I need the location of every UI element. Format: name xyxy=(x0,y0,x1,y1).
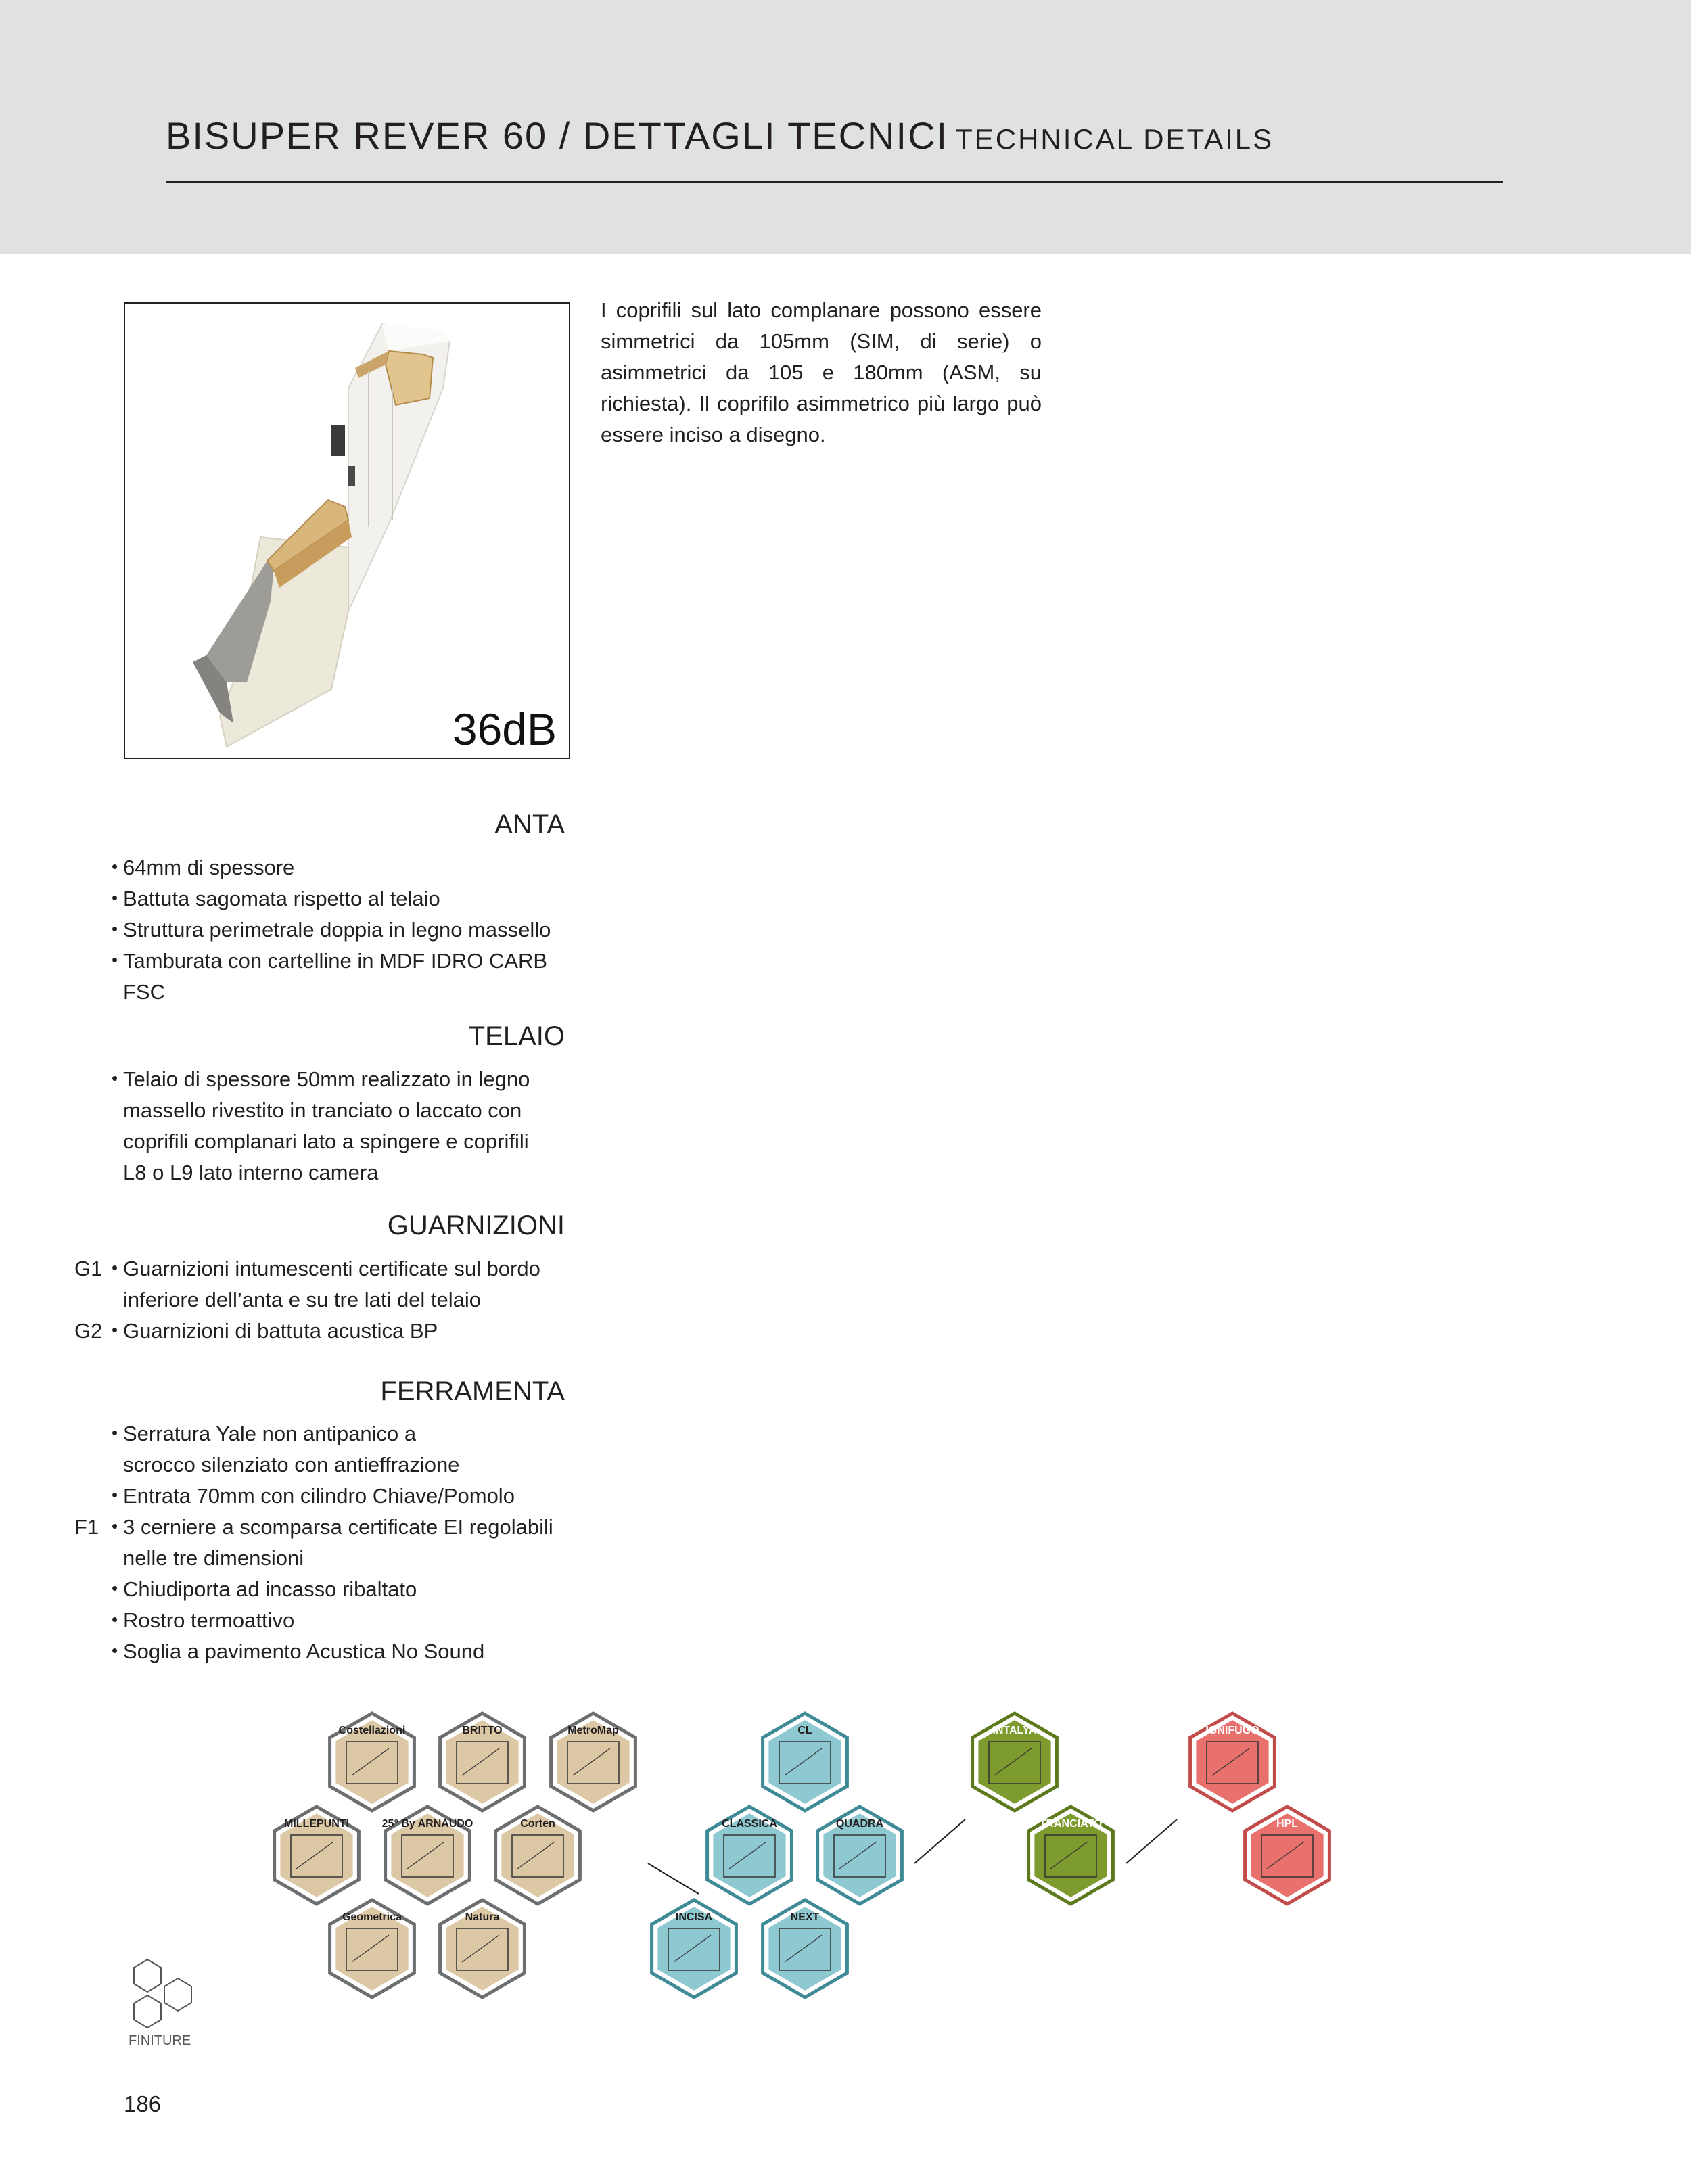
page-subtitle: TECHNICAL DETAILS xyxy=(955,123,1274,155)
door-section-drawing xyxy=(125,304,570,759)
telaio-list xyxy=(74,1064,588,1188)
finish-hex-hpl xyxy=(1245,1807,1330,1904)
list-item: • Telaio di spessore 50mm realizzato in legno massello rivestito in tranciato o laccato con coprifili complanari lato a spingere e coprifili L8 o L9 lato interno camera xyxy=(112,1067,530,1184)
finish-label: CL xyxy=(797,1725,812,1736)
product-section-image xyxy=(124,302,570,759)
list-item: • Struttura perimetrale doppia in legno massello xyxy=(112,918,551,942)
finish-hex-cl xyxy=(763,1713,848,1811)
finish-hex-next xyxy=(763,1900,848,1997)
finish-label: Corten xyxy=(520,1818,555,1830)
finiture-hexagons-icon xyxy=(127,1958,195,2029)
finish-hex-millepunti xyxy=(275,1807,359,1904)
finish-hex-25-by-arnaudo xyxy=(382,1807,473,1904)
finish-label: TRANCIATO xyxy=(1039,1818,1103,1830)
finish-label: QUADRA xyxy=(835,1818,884,1830)
acoustic-rating: 36dB xyxy=(452,704,557,754)
anta-list xyxy=(74,852,588,1008)
finish-label: 25° By ARNAUDO xyxy=(381,1818,473,1830)
finish-hex-costellazioni xyxy=(330,1713,415,1811)
finiture-label: FINITURE xyxy=(129,2033,191,2048)
section-title-anta: ANTA xyxy=(494,810,565,839)
list-item: • Serratura Yale non antipanico a scrocco silenziato con antieffrazione xyxy=(112,1422,460,1477)
page-number: 186 xyxy=(124,2091,162,2116)
finish-label: Costellazioni xyxy=(338,1725,406,1736)
ferramenta-list xyxy=(74,1418,588,1667)
list-item: • Tamburata con cartelline in MDF IDRO CARB FSC xyxy=(112,949,548,1004)
finish-label: Geometrica xyxy=(342,1911,402,1923)
finish-label: IGNIFUGO xyxy=(1205,1725,1259,1736)
section-title-telaio: TELAIO xyxy=(468,1021,565,1051)
list-item: • Chiudiporta ad incasso ribaltato xyxy=(112,1577,417,1601)
finish-label: NEXT xyxy=(790,1911,820,1923)
finish-label: INTALYA xyxy=(992,1725,1037,1736)
finish-label: MILLEPUNTI xyxy=(284,1818,349,1830)
list-item: F1 • 3 cerniere a scomparsa certificate EI regolabili nelle tre dimensioni xyxy=(74,1515,553,1570)
finish-label: Natura xyxy=(465,1911,500,1923)
intro-text: I coprifili sul lato complanare possono essere simmetrici da 105mm (SIM, di serie) o asimmetrici da 105 e 180mm (ASM, su richiesta). Il coprifilo asimmetrico più largo può essere inciso a disegno. xyxy=(601,298,1042,446)
section-title-ferramenta: FERRAMENTA xyxy=(380,1376,565,1406)
connector-line xyxy=(914,1819,965,1863)
guarnizioni-list xyxy=(74,1253,588,1347)
connector-line xyxy=(648,1863,699,1894)
finishes-diagram xyxy=(0,1711,1691,2049)
list-item: • Battuta sagomata rispetto al telaio xyxy=(112,887,440,910)
finish-hex-tranciato xyxy=(1029,1807,1113,1904)
list-item: • Entrata 70mm con cilindro Chiave/Pomolo xyxy=(112,1484,515,1508)
list-item: • 64mm di spessore xyxy=(112,856,295,879)
finish-label: MetroMap xyxy=(567,1725,619,1736)
finishes-hexagons xyxy=(0,1711,1691,2049)
list-item: G1 • Guarnizioni intumescenti certificate sul bordo inferiore dell’anta e su tre lati del telaio xyxy=(74,1257,540,1311)
title-underline xyxy=(166,181,1503,183)
list-item: • Soglia a pavimento Acustica No Sound xyxy=(112,1640,485,1663)
finish-label: HPL xyxy=(1276,1818,1298,1830)
connector-line xyxy=(1126,1819,1177,1863)
finish-hex-metromap xyxy=(551,1713,636,1811)
finish-hex-geometrica xyxy=(330,1900,415,1997)
finish-hex-intalya xyxy=(973,1713,1057,1811)
page-title: BISUPER REVER 60 / DETTAGLI TECNICI TECHNICAL DETAILS xyxy=(166,114,1274,157)
section-title-guarnizioni: GUARNIZIONI xyxy=(387,1211,565,1240)
finish-label: CLASSICA xyxy=(722,1818,777,1830)
finish-hex-ignifugo xyxy=(1190,1713,1275,1811)
list-item: G2 • Guarnizioni di battuta acustica BP xyxy=(74,1319,438,1343)
finish-label: BRITTO xyxy=(462,1725,503,1736)
finish-hex-incisa xyxy=(652,1900,737,1997)
intro-paragraph xyxy=(601,295,1042,450)
finish-hex-britto xyxy=(440,1713,525,1811)
finish-hex-classica xyxy=(708,1807,792,1904)
finish-hex-quadra xyxy=(818,1807,902,1904)
list-item: • Rostro termoattivo xyxy=(112,1608,295,1632)
finish-label: INCISA xyxy=(675,1911,713,1923)
finish-hex-natura xyxy=(440,1900,525,1997)
finish-hex-corten xyxy=(496,1807,580,1904)
